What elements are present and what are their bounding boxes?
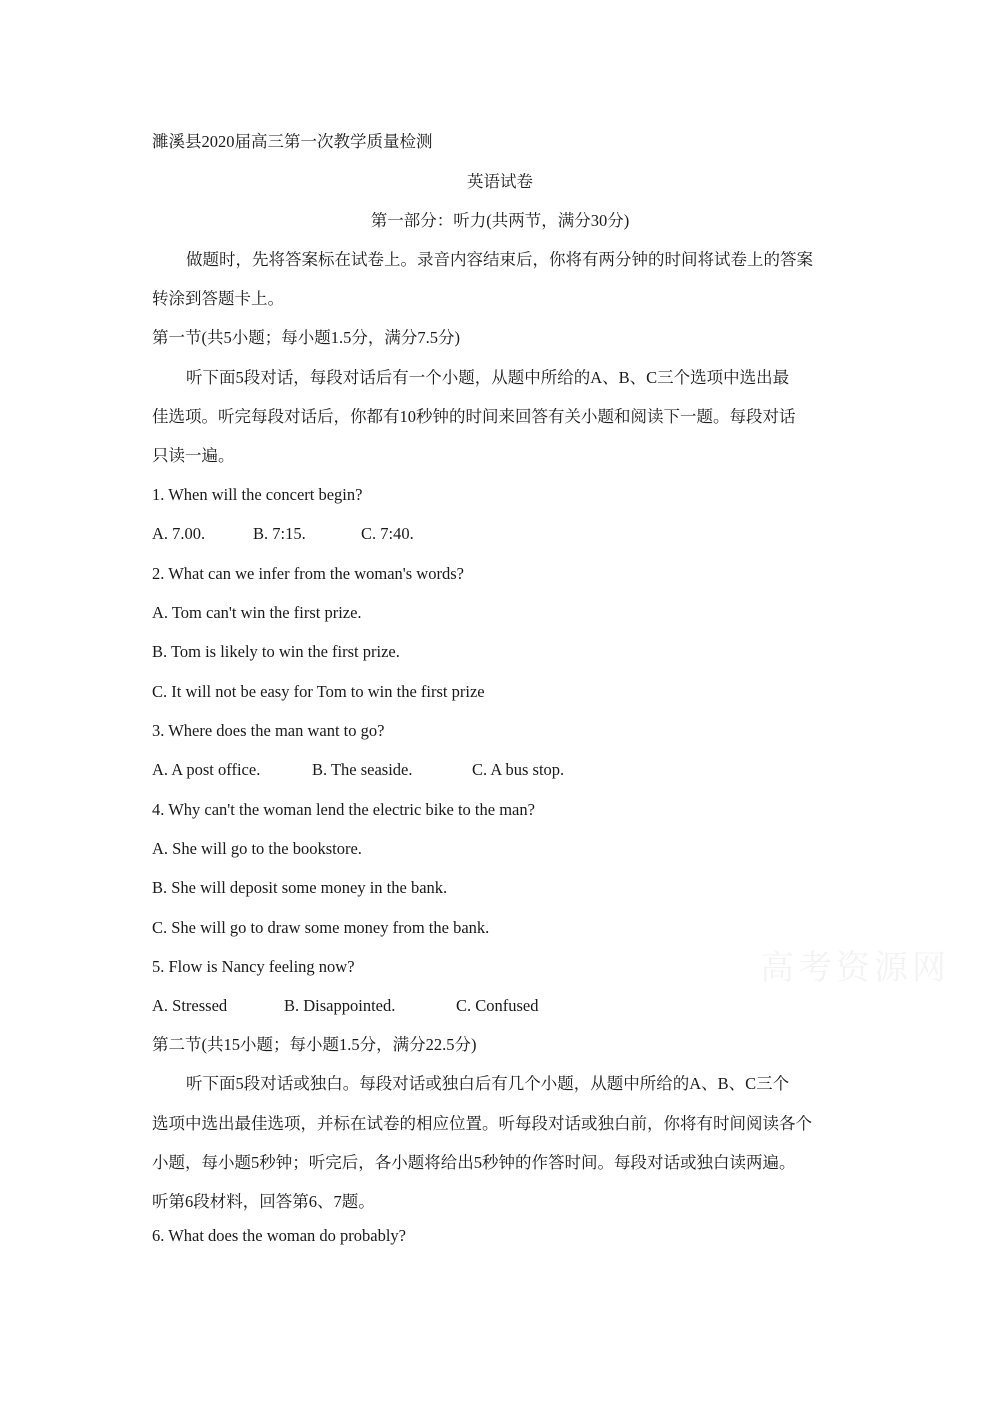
option-c: C. 7:40. [361,524,414,543]
section2-desc-line-1: 听下面5段对话或独白。每段对话或独白后有几个小题，从题中所给的A、B、C三个 [186,1074,790,1093]
section1-desc-line-2: 佳选项。听完每段对话后，你都有10秒钟的时间来回答有关小题和阅读下一题。每段对话 [152,407,796,426]
section1-desc-line-1: 听下面5段对话，每段对话后有一个小题，从题中所给的A、B、C三个选项中选出最 [186,368,790,387]
option-c: C. Confused [456,996,539,1015]
question-2: 2. What can we infer from the woman's words? [152,564,464,583]
option-a: A. She will go to the bookstore. [152,839,362,858]
option-b: B. 7:15. [253,524,306,543]
option-c: C. She will go to draw some money from the bank. [152,918,490,937]
exam-title: 濉溪县2020届高三第一次教学质量检测 [152,132,433,151]
question-3: 3. Where does the man want to go? [152,721,385,740]
option-c: C. It will not be easy for Tom to win the first prize [152,682,485,701]
option-b: B. She will deposit some money in the bank. [152,878,448,897]
question-3-options [152,759,564,781]
question-5: 5. Flow is Nancy feeling now? [152,957,355,976]
watermark: 高考资源网 [760,948,950,988]
section2-desc-line-2: 选项中选出最佳选项，并标在试卷的相应位置。听每段对话或独白前，你将有时间阅读各个 [152,1114,812,1133]
option-b: B. The seaside. [312,760,413,779]
section1-desc-line-3: 只读一遍。 [152,446,235,465]
material-note: 听第6段材料，回答第6、7题。 [152,1192,375,1211]
question-4: 4. Why can't the woman lend the electric bike to the man? [152,800,535,819]
option-b: B. Tom is likely to win the first prize. [152,642,400,661]
option-a: A. Stressed [152,996,228,1015]
instructions-line-1: 做题时，先将答案标在试卷上。录音内容结束后，你将有两分钟的时间将试卷上的答案 [186,250,813,269]
question-6: 6. What does the woman do probably? [152,1226,407,1245]
option-b: B. Disappointed. [284,996,396,1015]
question-5-options [152,995,539,1017]
option-c: C. A bus stop. [472,760,565,779]
section2-title: 第二节(共15小题；每小题1.5分，满分22.5分) [152,1035,477,1054]
section1-title: 第一节(共5小题；每小题1.5分，满分7.5分) [152,328,460,347]
option-a: A. 7.00. [152,524,206,543]
option-a: A. Tom can't win the first prize. [152,603,362,622]
part-title: 第一部分：听力(共两节，满分30分) [370,211,630,230]
question-1-options [152,523,414,545]
section2-desc-line-3: 小题，每小题5秒钟；听完后，各小题将给出5秒钟的作答时间。每段对话或独白读两遍。 [152,1153,796,1172]
instructions-line-2: 转涂到答题卡上。 [152,289,284,308]
question-1: 1. When will the concert begin? [152,485,363,504]
option-a: A. A post office. [152,760,261,779]
paper-title: 英语试卷 [467,172,533,191]
